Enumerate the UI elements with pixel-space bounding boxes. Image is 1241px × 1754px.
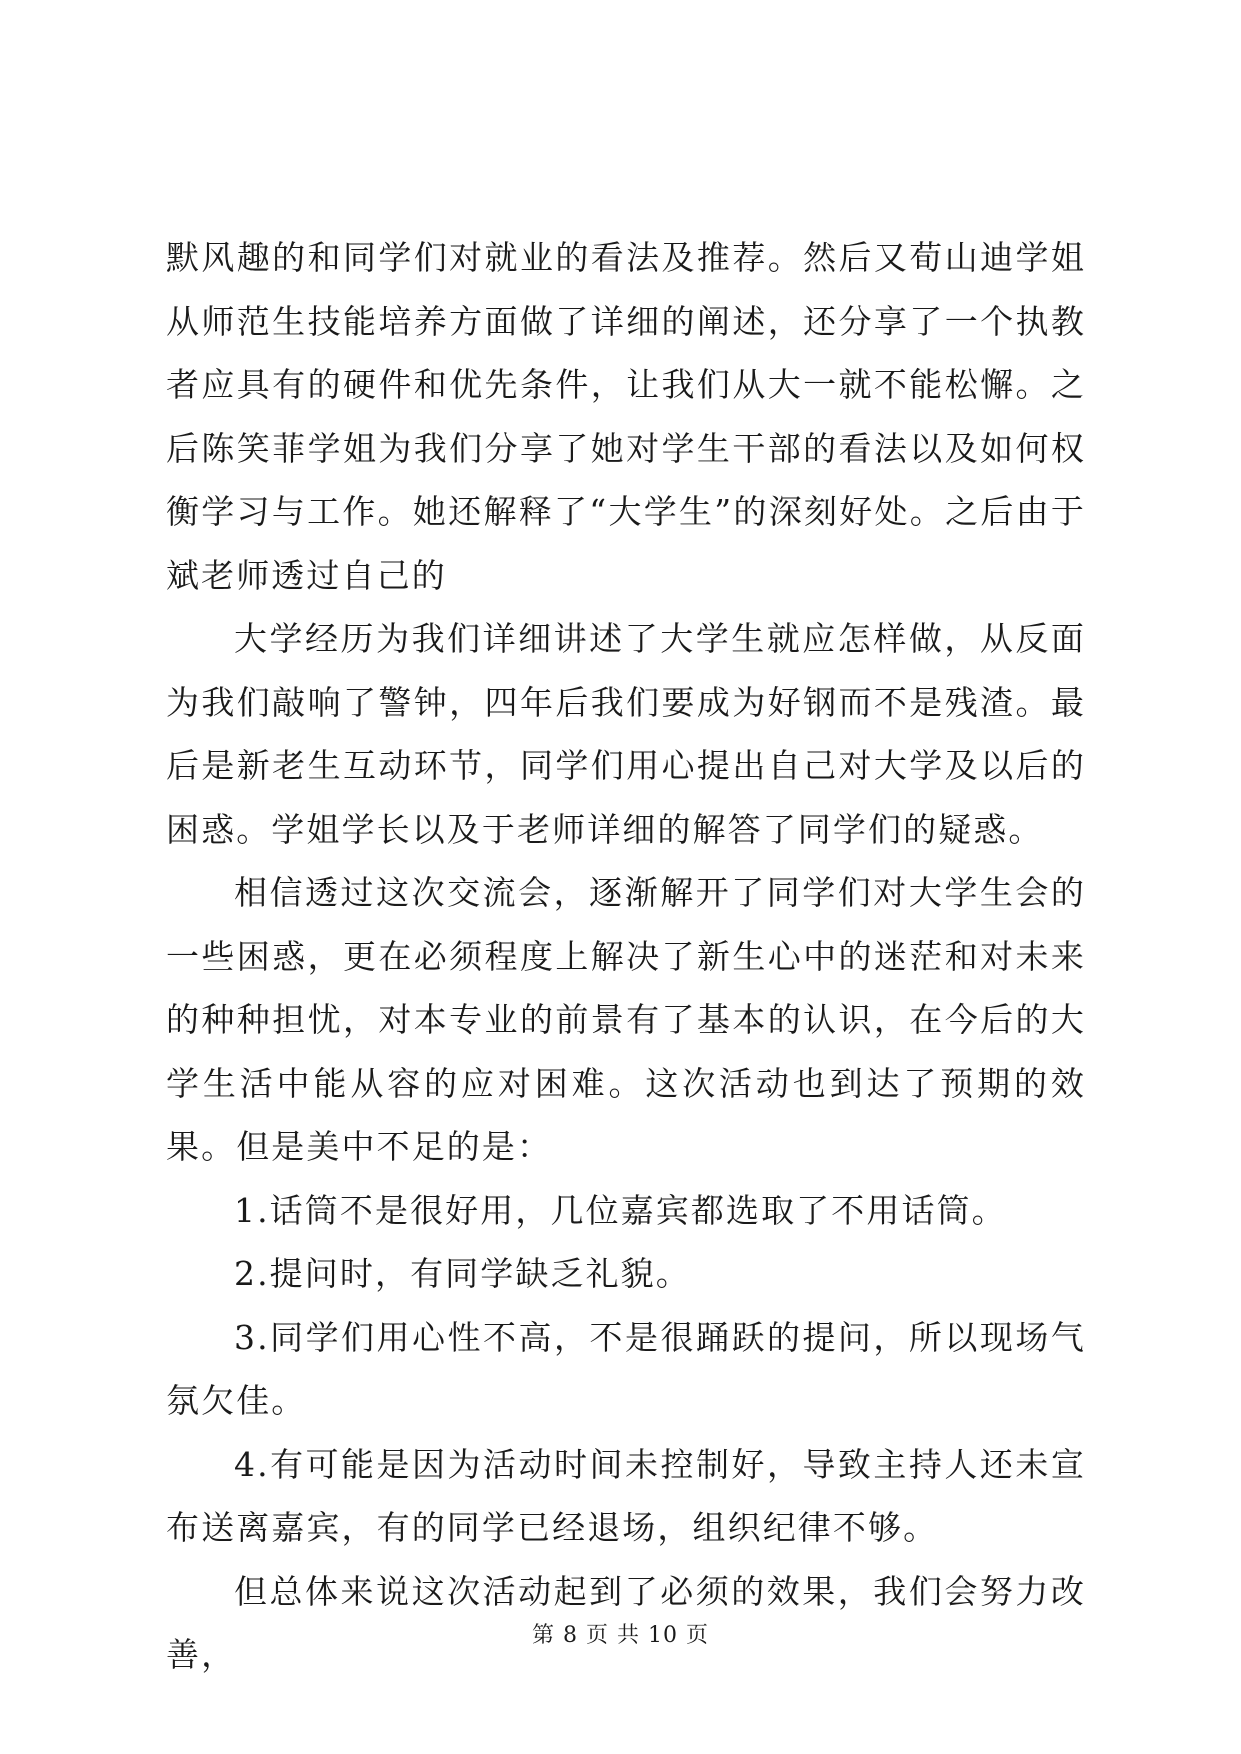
paragraph-summary: 相信透过这次交流会，逐渐解开了同学们对大学生会的一些困惑，更在必须程度上解决了新生心中的迷茫和对未来的种种担忧，对本专业的前景有了基本的认识，在今后的大学生活中能从容的应对困难。这次活动也到达了预期的效果。但是美中不足的是： [166, 873, 1086, 1166]
paragraph-conclusion: 但总体来说这次活动起到了必须的效果，我们会努力改善， [166, 1571, 1086, 1674]
paragraph-continuation: 默风趣的和同学们对就业的看法及推荐。然后又荀山迪学姐从师范生技能培养方面做了详细的阐述，还分享了一个执教者应具有的硬件和优先条件，让我们从大一就不能松懈。之后陈笑菲学姐为我们分享了她对学生干部的看法以及如何权衡学习与工作。她还解释了“大学生”的深刻好处。之后由于斌老师透过自己的 [166, 238, 1086, 595]
list-item-3: 3.同学们用心性不高，不是很踊跃的提问，所以现场气氛欠佳。 [166, 1317, 1086, 1420]
page-number-footer: 第 8 页 共 10 页 [532, 1623, 709, 1648]
paragraph-experience: 大学经历为我们详细讲述了大学生就应怎样做，从反面为我们敲响了警钟，四年后我们要成为好钢而不是残渣。最后是新老生互动环节，同学们用心提出自己对大学及以后的困惑。学姐学长以及于老师详细的解答了同学们的疑惑。 [166, 619, 1086, 849]
document-body [166, 226, 1086, 1687]
list-item-4: 4.有可能是因为活动时间未控制好，导致主持人还未宣布送离嘉宾，有的同学已经退场，组织纪律不够。 [166, 1444, 1086, 1547]
list-item-1: 1.话筒不是很好用，几位嘉宾都选取了不用话筒。 [234, 1190, 1007, 1230]
list-item-2: 2.提问时，有同学缺乏礼貌。 [234, 1254, 691, 1293]
